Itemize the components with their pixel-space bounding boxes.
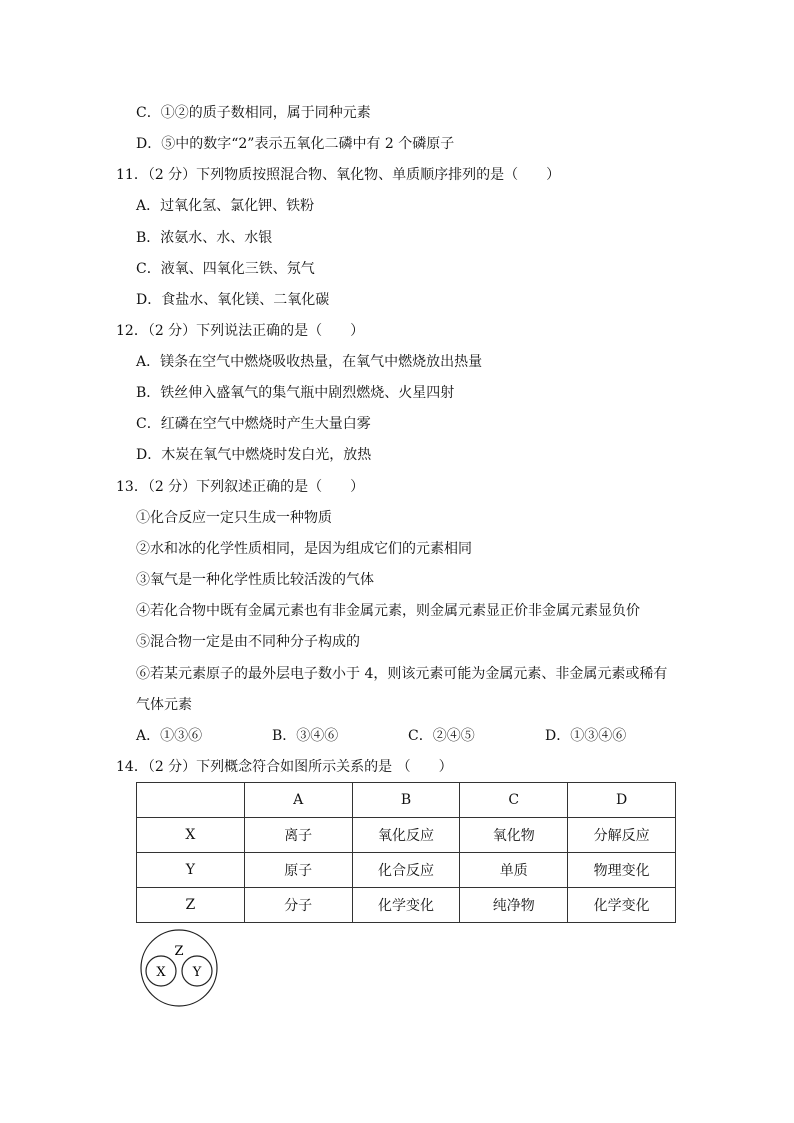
table-header-cell: B	[352, 783, 460, 818]
q13-statement-4: ④若化合物中既有金属元素也有非金属元素，则金属元素显正价非金属元素显负价	[136, 603, 640, 619]
q10-option-c: C．①②的质子数相同，属于同种元素	[136, 105, 371, 121]
q10-option-d: D．⑤中的数字“2”表示五氧化二磷中有 2 个磷原子	[136, 136, 455, 152]
q11-option-d: D．食盐水、氧化镁、二氧化碳	[136, 292, 330, 308]
table-cell: X	[137, 818, 245, 853]
table-row	[137, 888, 676, 923]
q12-option-c: C．红磷在空气中燃烧时产生大量白雾	[136, 416, 371, 432]
q13-stem: 13．（2 分）下列叙述正确的是（ ）	[116, 479, 365, 495]
q14-relation-diagram	[136, 928, 222, 1008]
q13-choice-b: B．③④⑥	[272, 728, 339, 744]
table-cell: 分解反应	[568, 818, 676, 853]
q13-statement-2: ②水和冰的化学性质相同，是因为组成它们的元素相同	[136, 541, 472, 557]
label-x: X	[156, 965, 166, 980]
q13-statement-1: ①化合反应一定只生成一种物质	[136, 510, 332, 526]
q12-option-b: B．铁丝伸入盛氧气的集气瓶中剧烈燃烧、火星四射	[136, 385, 455, 401]
outer-circle-z	[141, 930, 217, 1006]
table-row	[137, 853, 676, 888]
table-cell: 化学变化	[352, 888, 460, 923]
table-cell: 离子	[244, 818, 352, 853]
q12-stem: 12．（2 分）下列说法正确的是（ ）	[116, 323, 365, 339]
table-cell: 物理变化	[568, 853, 676, 888]
table-cell: 化学变化	[568, 888, 676, 923]
table-header-cell: D	[568, 783, 676, 818]
label-y: Y	[192, 965, 202, 980]
q13-choice-c: C．②④⑤	[408, 728, 475, 744]
label-z: Z	[174, 944, 184, 959]
table-cell: 单质	[460, 853, 568, 888]
q11-option-b: B．浓氨水、水、水银	[136, 230, 273, 246]
table-cell: Y	[137, 853, 245, 888]
table-header-cell	[137, 783, 245, 818]
table-cell: 化合反应	[352, 853, 460, 888]
table-cell: 纯净物	[460, 888, 568, 923]
table-header-cell: C	[460, 783, 568, 818]
q13-statement-5: ⑤混合物一定是由不同种分子构成的	[136, 634, 360, 650]
q14-table	[136, 782, 676, 923]
q11-option-a: A．过氧化氢、氯化钾、铁粉	[136, 198, 315, 214]
table-cell: 原子	[244, 853, 352, 888]
q13-choice-a: A．①③⑥	[136, 728, 203, 744]
table-cell: 氧化物	[460, 818, 568, 853]
q14-stem: 14．（2 分）下列概念符合如图所示关系的是 （ ）	[116, 759, 453, 775]
q11-stem: 11．（2 分）下列物质按照混合物、氧化物、单质顺序排列的是（ ）	[116, 167, 561, 183]
table-cell: 分子	[244, 888, 352, 923]
q11-option-c: C．液氧、四氧化三铁、氖气	[136, 261, 315, 277]
table-cell: 氧化反应	[352, 818, 460, 853]
q13-choice-d: D．①③④⑥	[545, 728, 627, 744]
table-row	[137, 818, 676, 853]
q12-option-d: D．木炭在氧气中燃烧时发白光，放热	[136, 447, 372, 463]
table-cell: Z	[137, 888, 245, 923]
q13-statement-6: ⑥若某元素原子的最外层电子数小于 4，则该元素可能为金属元素、非金属元素或稀有	[136, 666, 668, 682]
q13-statement-3: ③氧气是一种化学性质比较活泼的气体	[136, 572, 374, 588]
table-header-row	[137, 783, 676, 818]
q13-statement-6-cont: 气体元素	[136, 697, 192, 713]
q12-option-a: A．镁条在空气中燃烧吸收热量，在氧气中燃烧放出热量	[136, 354, 483, 370]
table-header-cell: A	[244, 783, 352, 818]
